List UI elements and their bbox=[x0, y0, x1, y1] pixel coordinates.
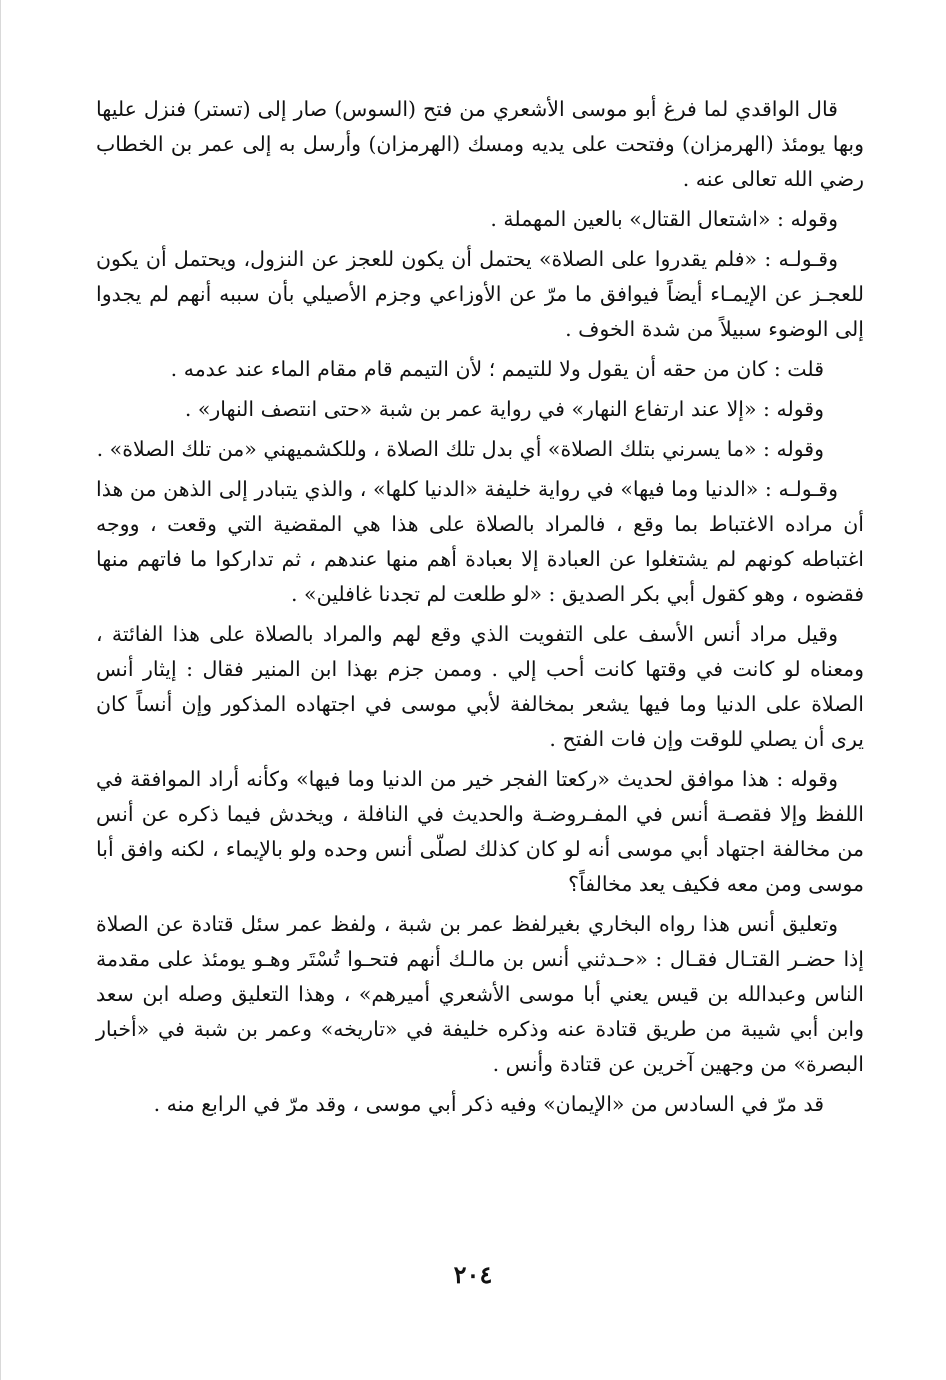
paragraph-fighting: وقوله : «اشتعال القتال» بالعين المهملة . bbox=[490, 207, 838, 231]
scan-margin-line bbox=[0, 0, 1, 1380]
paragraph-unable-to-pray: وقـولـه : «فلم يقدروا على الصلاة» يحتمل أن يكون للعجز عن النزول، ويحتمل أن يكون للعجـز عن الإيمـاء أيضاً فيوافق ما مرّ عن الأوزاعي وجزم الأصيلي بأن سببه أنهم لم يجدوا إلى الوضوء سبيلاً من شدة الخوف . bbox=[96, 247, 864, 341]
page-text bbox=[96, 92, 864, 1127]
paragraph-anas-narration: وتعليق أنس هذا رواه البخاري بغيرلفظ عمر بن شبة ، ولفظ عمر سئل قتادة عن الصلاة إذا حضـر القتـال فقـال : «حـدثني أنس بن مالـك أنهم فتحـوا تُسْتَر وهـو يومئذ على مقدمة الناس وعبدالله بن قيس يعني أبا موسى الأشعري أميرهم» ، وهذا التعليق وصله ابن سعد وابن أبي شيبة من طريق قتادة عنه وذكره خليفة في «تاريخه» وعمر بن شبة في «أخبار البصرة» من وجهين آخرين عن قتادة وأنس . bbox=[96, 912, 864, 1076]
paragraph-daylight: وقوله : «إلا عند ارتفاع النهار» في رواية عمر بن شبة «حتى انتصف النهار» . bbox=[184, 397, 824, 421]
paragraph-fajr-hadith: وقوله : هذا موافق لحديث «ركعتا الفجر خير من الدنيا وما فيها» وكأنه أراد الموافقة في اللفظ وإلا فقصـة أنس في المفـروضـة والحديث في النافلة ، ويخدش فيما ذكره عن أنس من مخالفة اجتهاد أبي موسى أنه لو كان كذلك لصلّى أنس وحده ولو بالإيماء ، لكنه وافق أبا موسى ومن معه فكيف يعد مخالفاً؟ bbox=[96, 767, 864, 896]
paragraph-tayammum: قلت : كان من حقه أن يقول ولا للتيمم ؛ لأن التيمم قام مقام الماء عند عدمه . bbox=[170, 357, 824, 381]
paragraph-that-prayer: وقوله : «ما يسرني بتلك الصلاة» أي بدل تلك الصلاة ، وللكشميهني «من تلك الصلاة» . bbox=[96, 437, 824, 461]
paragraph-conquest-tustar: قال الواقدي لما فرغ أبو موسى الأشعري من فتح (السوس) صار إلى (تستر) فنزل عليها وبها يومئذ (الهرمزان) وفتحت على يديه ومسك (الهرمزان) وأرسل به إلى عمر بن الخطاب رضي الله تعالى عنه . bbox=[96, 97, 864, 191]
paragraph-cross-reference: قد مرّ في السادس من «الإيمان» وفيه ذكر أبي موسى ، وقد مرّ في الرابع منه . bbox=[153, 1092, 824, 1116]
paragraph-anas-regret: وقيل مراد أنس الأسف على التفويت الذي وقع لهم والمراد بالصلاة على هذا الفائتة ، ومعناه لو كانت في وقتها كانت أحب إلي . وممن جزم بهذا ابن المنير فقال : إيثار أنس الصلاة على الدنيا وما فيها يشعر بمخالفة لأبي موسى في اجتهاده المذكور وإن أنساً كان يرى أن يصلي للوقت وإن فات الفتح . bbox=[96, 622, 864, 751]
page-number: ٢٠٤ bbox=[453, 1260, 493, 1289]
paragraph-world-and-contents: وقـولـه : «الدنيا وما فيها» في رواية خليفة «الدنيا كلها» ، والذي يتبادر إلى الذهن من هذا أن مراده الاغتباط بما وقع ، فالمراد بالصلاة على هذا هي المقضية التي وقعت ، ووجه اغتباطه كونهم لم يشتغلوا عن العبادة إلا بعبادة أهم منها عندهم ، ثم تداركوا ما فاتهم منها فقضوه ، وهو كقول أبي بكر الصديق : «لو طلعت لم تجدنا غافلين» . bbox=[96, 477, 864, 606]
